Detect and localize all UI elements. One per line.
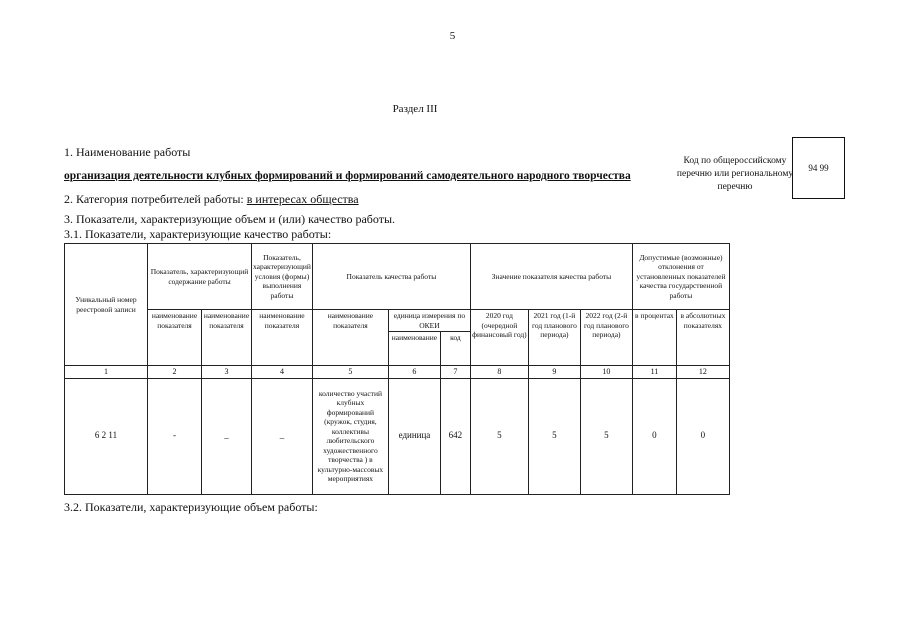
column-number-3: 3 [202,366,252,379]
header-unit-code: код [440,332,470,366]
code-box [792,137,845,199]
header-year-2021: 2021 год (1-й год планового периода) [528,310,580,366]
header-quality: Показатель качества работы [312,244,470,310]
work-name-label: 1. Наименование работы [64,145,191,159]
header-value: Значение показателя качества работы [470,244,632,310]
indicators-title: 3. Показатели, характеризующие объем и (или) качество работы. [64,212,396,226]
column-number-9: 9 [528,366,580,379]
code-value: 94 99 [808,163,829,173]
consumers-line [64,192,359,207]
header-name-1: наименование показателя [148,310,202,366]
column-number-8: 8 [470,366,528,379]
table-row [65,378,730,494]
section-title: Раздел III [392,103,438,115]
column-number-4: 4 [252,366,313,379]
header-name-4: наименование показателя [312,310,388,366]
header-year-2022: 2022 год (2-й год планового периода) [580,310,632,366]
cell-unique-number: 6 2 11 [65,378,148,494]
header-content: Показатель, характеризующий содержание работы [148,244,252,310]
column-number-6: 6 [388,366,440,379]
header-percent: в процентах [632,310,676,366]
cell-indicator: количество участий клубных формирований (кружок, студия, коллективы любительского художественного творчества ) в культурно-массовых мероприятиях [312,378,388,494]
cell-deviation-absolute: 0 [676,378,729,494]
consumers-value: в интересах общества [246,192,359,206]
column-number-10: 10 [580,366,632,379]
cell-value-2021: 5 [528,378,580,494]
header-name-2: наименование показателя [202,310,252,366]
header-year-2020: 2020 год (очередной финансовый год) [470,310,528,366]
cell-unit-name: единица [388,378,440,494]
column-number-11: 11 [632,366,676,379]
code-label: Код по общероссийскому перечню или региональному перечню [676,156,794,192]
cell-unit-code: 642 [440,378,470,494]
column-number-5: 5 [312,366,388,379]
cell-deviation-percent: 0 [632,378,676,494]
column-number-2: 2 [148,366,202,379]
cell-condition: _ [252,378,313,494]
page-number: 5 [449,30,456,42]
column-number-12: 12 [676,366,729,379]
cell-content-1: - [148,378,202,494]
cell-value-2020: 5 [470,378,528,494]
quality-title: 3.1. Показатели, характеризующие качество работы: [64,227,332,241]
header-absolute: в абсолютных показателях [676,310,729,366]
header-deviation: Допустимые (возможные) отклонения от установленных показателей качества государственной работы [632,244,729,310]
work-name-value: организация деятельности клубных формирований и формирований самодеятельного народного творчества [64,170,631,182]
quality-table [64,243,730,495]
volume-title: 3.2. Показатели, характеризующие объем работы: [64,500,318,514]
cell-content-2: _ [202,378,252,494]
header-condition: Показатель, характеризующий условия (формы) выполнения работы [252,244,313,310]
column-number-row [65,366,730,379]
header-name-3: наименование показателя [252,310,313,366]
header-unit-name: наименование [388,332,440,366]
header-unit: единица измерения по ОКЕИ [388,310,470,332]
column-number-7: 7 [440,366,470,379]
header-unique-number: Уникальный номер реестровой записи [65,244,148,366]
cell-value-2022: 5 [580,378,632,494]
column-number-1: 1 [65,366,148,379]
consumers-prefix: 2. Категория потребителей работы: [64,192,247,206]
